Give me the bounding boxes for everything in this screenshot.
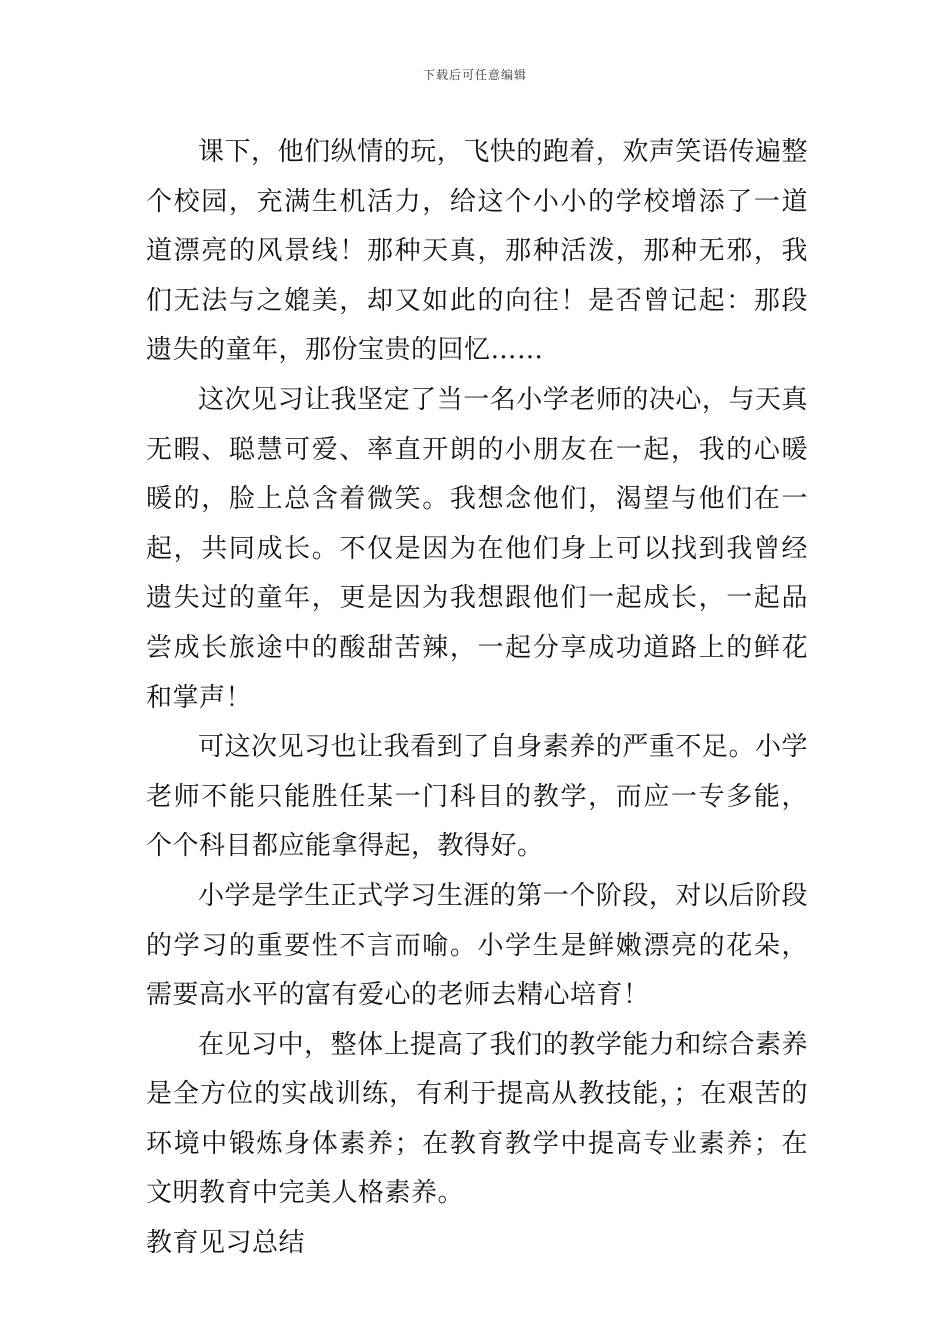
paragraph-childhood: 课下，他们纵情的玩，飞快的跑着，欢声笑语传遍整个校园，充满生机活力，给这个小小的学校增添了一道道漂亮的风景线！那种天真，那种活泼，那种无邪，我们无法与之媲美，却又如此的向往！是否曾记起：那段遗失的童年，那份宝贵的回忆……: [146, 137, 808, 366]
paragraph-improvement: 在见习中，整体上提高了我们的教学能力和综合素养是全方位的实战训练，有利于提高从教技能，；在艰苦的环境中锻炼身体素养；在教育教学中提高专业素养；在文明教育中完美人格素养。: [146, 1029, 808, 1209]
paragraph-primary-school: 小学是学生正式学习生涯的第一个阶段，对以后阶段的学习的重要性不言而喻。小学生是鲜嫩漂亮的花朵，需要高水平的富有爱心的老师去精心培育！: [146, 880, 808, 1011]
section-heading: 教育见习总结: [146, 1228, 306, 1259]
header-note: 下载后可任意编辑: [422, 68, 527, 82]
paragraph-shortcomings: 可这次见习也让我看到了自身素养的严重不足。小学老师不能只能胜任某一门科目的教学，而应一专多能，个个科目都应能拿得起，教得好。: [146, 732, 808, 862]
document-body: [146, 128, 808, 1269]
paragraph-determination: 这次见习让我坚定了当一名小学老师的决心，与天真无暇、聪慧可爱、率直开朗的小朋友在一起，我的心暖暖的，脸上总含着微笑。我想念他们，渴望与他们在一起，共同成长。不仅是因为在他们身上可以找到我曾经遗失过的童年，更是因为我想跟他们一起成长，一起品尝成长旅途中的酸甜苦辣，一起分享成功道路上的鲜花和掌声！: [146, 384, 808, 713]
